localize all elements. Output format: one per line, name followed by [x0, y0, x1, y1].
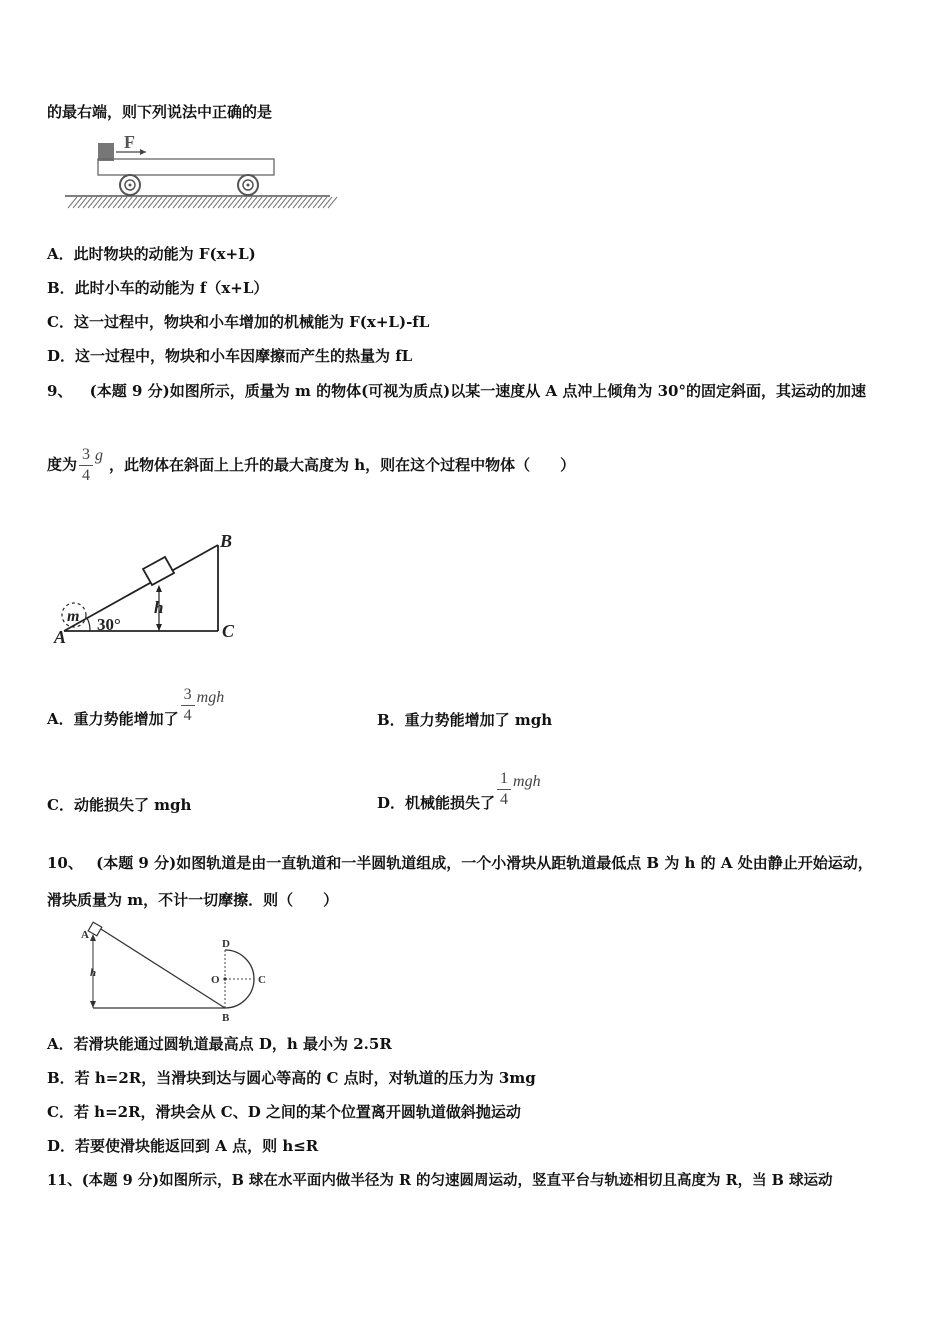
- q9-option-a-mgh: mgh: [196, 688, 225, 706]
- hatch-stroke: [173, 197, 182, 208]
- hatch-stroke: [158, 197, 167, 208]
- hatch-stroke: [113, 197, 122, 208]
- hatch-stroke: [238, 197, 247, 208]
- label-A: A: [54, 627, 67, 647]
- q11-line1: [47, 1171, 833, 1191]
- incline-figure: [50, 525, 250, 650]
- label-D: D: [222, 938, 230, 950]
- hatch-stroke: [163, 197, 172, 208]
- label-C: C: [222, 621, 235, 641]
- q9-option-b: B．重力势能增加了 mgh: [377, 711, 553, 729]
- label-m: m: [67, 608, 80, 625]
- q9-option-d: [377, 770, 541, 812]
- q9-line1: [47, 381, 866, 401]
- hatch-stroke: [98, 197, 107, 208]
- hatch-stroke: [318, 197, 327, 208]
- hatch-stroke: [83, 197, 92, 208]
- hatch-stroke: [78, 197, 87, 208]
- hatch-stroke: [233, 197, 242, 208]
- q9-accel-den: 4: [82, 467, 91, 484]
- q9-option-a-num: 3: [183, 686, 192, 703]
- cart-body: [98, 159, 274, 175]
- hatch-stroke: [303, 197, 312, 208]
- hatch-stroke: [253, 197, 262, 208]
- q9-line2-suffix: ，此物体在斜面上上升的最大高度为 h，则在这个过程中物体（ ）: [109, 455, 576, 474]
- height-arrow-down: [156, 624, 162, 631]
- q10-score: (本题 9 分): [96, 854, 177, 872]
- q11-score: (本题 9 分): [81, 1172, 160, 1189]
- label-h: h: [154, 598, 164, 617]
- hatch-stroke: [248, 197, 257, 208]
- track-figure: [75, 920, 275, 1025]
- q8-option-c: C．这一过程中，物块和小车增加的机械能为 F(x+L)-fL: [47, 313, 430, 331]
- label-A: A: [81, 929, 89, 941]
- hatch-stroke: [203, 197, 212, 208]
- q10-option-d: D．若要使滑块能返回到 A 点，则 h≤R: [47, 1137, 319, 1155]
- hatch-stroke: [123, 197, 132, 208]
- label-C: C: [258, 974, 266, 986]
- hatch-stroke: [103, 197, 112, 208]
- q11-stem: 如图所示，B 球在水平面内做半径为 R 的匀速圆周运动，竖直平台与轨迹相切且高度为 R，当 B 球运动: [159, 1172, 833, 1189]
- q9-line2-prefix: 度为: [47, 455, 78, 474]
- label-B: B: [222, 1012, 230, 1024]
- straight-track: [93, 924, 225, 1008]
- hatch-stroke: [93, 197, 102, 208]
- q9-option-d-den: 4: [500, 791, 509, 808]
- hatch-stroke: [218, 197, 227, 208]
- q11-number: 11、: [47, 1172, 82, 1189]
- q9-accel-fraction: [79, 446, 93, 485]
- label-h: h: [90, 967, 97, 979]
- q9-option-a-fraction: [181, 686, 195, 725]
- slider-block: [88, 922, 102, 936]
- hatch-stroke: [313, 197, 322, 208]
- q8-option-d: D．这一过程中，物块和小车因摩擦而产生的热量为 fL: [47, 347, 413, 365]
- center-point: [223, 977, 226, 980]
- hatch-stroke: [148, 197, 157, 208]
- q9-option-d-num: 1: [500, 770, 509, 787]
- cart-wheel-left: [120, 175, 140, 195]
- hatch-stroke: [223, 197, 232, 208]
- question-continuation-text: 的最右端，则下列说法中正确的是: [47, 103, 273, 121]
- q9-accel-g: g: [95, 446, 104, 464]
- q10-line1: [47, 853, 873, 873]
- q9-option-c: C．动能损失了 mgh: [47, 796, 192, 814]
- hatch-stroke: [328, 197, 337, 208]
- height-arrow-up: [156, 585, 162, 592]
- q8-option-b: B．此时小车的动能为 f（x+L）: [47, 279, 269, 297]
- q9-accel-num: 3: [82, 446, 91, 463]
- hatch-stroke: [263, 197, 272, 208]
- hatch-stroke: [228, 197, 237, 208]
- q10-line2: 滑块质量为 m，不计一切摩擦．则（ ）: [47, 891, 339, 909]
- q9-option-d-prefix: D．机械能损失了: [377, 793, 496, 812]
- q8-option-a: A．此时物块的动能为 F(x+L): [47, 245, 256, 263]
- hatch-stroke: [298, 197, 307, 208]
- force-label: F: [124, 132, 135, 152]
- q9-option-a-prefix: A．重力势能增加了: [47, 709, 179, 728]
- hatch-stroke: [243, 197, 252, 208]
- q10-option-a: A．若滑块能通过圆轨道最高点 D，h 最小为 2.5R: [47, 1035, 392, 1053]
- q9-option-d-mgh: mgh: [513, 772, 541, 790]
- block: [98, 143, 114, 161]
- hatch-stroke: [198, 197, 207, 208]
- hatch-stroke: [258, 197, 267, 208]
- hatch-stroke: [208, 197, 217, 208]
- hatch-stroke: [68, 197, 77, 208]
- cart-figure: [60, 128, 340, 218]
- hatch-stroke: [288, 197, 297, 208]
- q9-line2: [47, 446, 575, 485]
- label-O: O: [211, 974, 220, 986]
- label-B: B: [220, 531, 233, 551]
- hatch-stroke: [138, 197, 147, 208]
- q10-option-b: B．若 h=2R，当滑块到达与圆心等高的 C 点时，对轨道的压力为 3mg: [47, 1069, 536, 1087]
- angle-arc: [87, 618, 90, 631]
- hatch-stroke: [273, 197, 282, 208]
- cart-wheel-right: [238, 175, 258, 195]
- hatch-stroke: [133, 197, 142, 208]
- q10-option-c: C．若 h=2R，滑块会从 C、D 之间的某个位置离开圆轨道做斜抛运动: [47, 1103, 521, 1121]
- ground-hatching: [68, 197, 337, 208]
- q9-option-d-fraction: [497, 770, 511, 809]
- hatch-stroke: [188, 197, 197, 208]
- hatch-stroke: [268, 197, 277, 208]
- hatch-stroke: [183, 197, 192, 208]
- hatch-stroke: [193, 197, 202, 208]
- hatch-stroke: [153, 197, 162, 208]
- hatch-stroke: [143, 197, 152, 208]
- q9-option-a: [47, 686, 225, 728]
- hatch-stroke: [278, 197, 287, 208]
- force-arrowhead: [140, 149, 146, 155]
- h-arrow-down: [90, 1001, 96, 1008]
- q10-stem: 如图轨道是由一直轨道和一半圆轨道组成，一个小滑块从距轨道最低点 B 为 h 的 A 处由静止开始运动，: [176, 854, 873, 872]
- q10-number: 10、: [47, 854, 83, 872]
- q9-stem: 如图所示，质量为 m 的物体(可视为质点)以某一速度从 A 点冲上倾角为 30°的固定斜面，其运动的加速: [169, 382, 866, 400]
- label-angle: 30°: [97, 615, 121, 634]
- q9-option-a-den: 4: [183, 707, 192, 724]
- hatch-stroke: [178, 197, 187, 208]
- q9-number: 9、: [47, 382, 73, 400]
- hatch-stroke: [128, 197, 137, 208]
- hatch-stroke: [293, 197, 302, 208]
- block-on-incline: [143, 557, 174, 585]
- hatch-stroke: [73, 197, 82, 208]
- hatch-stroke: [168, 197, 177, 208]
- hatch-stroke: [213, 197, 222, 208]
- q9-score: (本题 9 分): [89, 382, 170, 400]
- hatch-stroke: [88, 197, 97, 208]
- hatch-stroke: [323, 197, 332, 208]
- hatch-stroke: [118, 197, 127, 208]
- hatch-stroke: [308, 197, 317, 208]
- hatch-stroke: [283, 197, 292, 208]
- hatch-stroke: [108, 197, 117, 208]
